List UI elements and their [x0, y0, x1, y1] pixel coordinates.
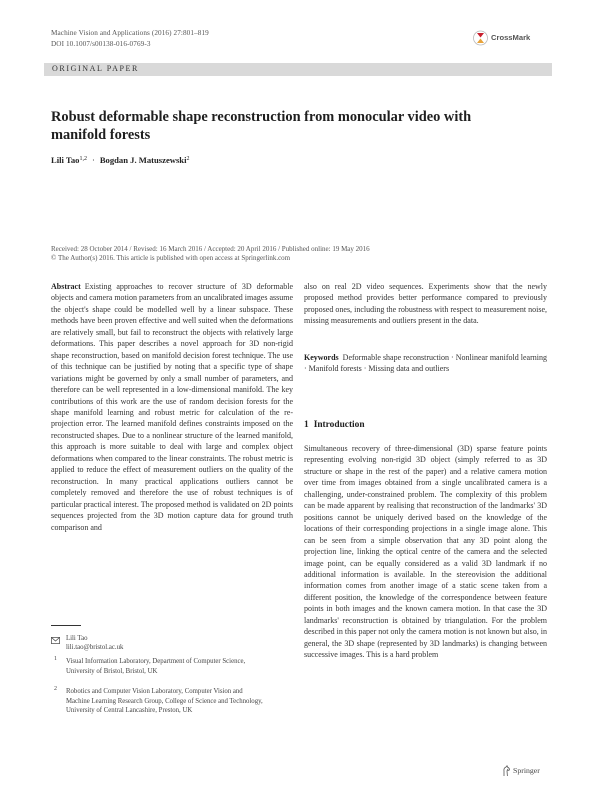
publication-dates: Received: 28 October 2014 / Revised: 16 March 2016 / Accepted: 20 April 2016 / Published online: 19 May 2016 [51, 245, 370, 253]
section-title: Introduction [313, 420, 365, 430]
article-type-bar [44, 63, 552, 76]
doi-link[interactable]: DOI 10.1007/s00138-016-0769-3 [51, 40, 151, 48]
abstract-continuation: also on real 2D video sequences. Experiments show that the newly proposed method provides better performance compared to previously proposed ones, including the robustness with respect to measurement noise, missing measurements and outliers present in the data. [304, 282, 547, 326]
journal-info: Machine Vision and Applications (2016) 27:801–819 [51, 29, 209, 37]
crossmark-label: CrossMark [491, 33, 531, 42]
introduction-text: Simultaneous recovery of three-dimensional (3D) sparse feature points representing evolving non-rigid 3D object (simply referred to as 3D structure or shape in the rest of the paper) and a relative camera motion over time from images obtained from a single uncalibrated camera is a challenging, under-constrained problem. The complexity of this problem can be made apparent by realising that reconstruction of the landmarks' 3D positions cannot be uniquely derived based on the knowledge of the locations of their corresponding projections in a single image alone. This can be seen from a simple observation that any 3D point along the projection line, linking the optical centre of the camera and the selected image point, can be equally considered as a valid 3D landmark if no additional information is available. In the stereovision the additional information comes from another image of a static scene taken from a different position, the knowledge of the correspondence between feature points in both images and the known camera motion. In that case the 3D landmarks' reconstruction is obtained by triangulation. For the problem described in this paper not only the camera motion is not known but also, in general, the 3D shape (represented by 3D landmarks) is changing between successive images. This is a hard problem [304, 444, 547, 660]
crossmark-icon [473, 30, 488, 46]
crossmark-badge[interactable] [473, 30, 545, 48]
keywords [304, 352, 547, 375]
springer-horse-icon [502, 765, 511, 777]
keywords-label: Keywords [304, 353, 339, 362]
abstract-text: Existing approaches to recover structure of 3D deformable objects and camera motion parameters from an uncalibrated images assume the object's shape could be modelled well by a linear subspace. These methods have been proven effective and well suited when the deformations are relatively small, but fail to reconstruct the objects with relatively large deformations. This paper describes a novel approach for 3D non-rigid shape reconstruction, based on manifold decision forest technique. The use of this technique can be justified by noting that a specific type of shape variations might be governed by only a small number of parameters, and therefore can be well represented in a low-dimensional manifold. The key contributions of this work are the use of random decision forests for the shape manifold learning and robust metric for calculation of the re-projection error. The learned manifold defines constraints imposed on the reconstructed shapes. Due to a nonlinear structure of the learned manifold, this approach is more suitable to deal with large and complex object deformations when compared to the linear constraints. The robust metric is applied to reduce the effect of measurement outliers on the quality of the reconstruction. In many practical applications outliers cannot be completely removed and therefore the use of robust techniques is of particular practical interest. The proposed method is validated on 2D points sequences projected from the 3D motion capture data for ground truth comparison and [51, 282, 293, 532]
springer-label: Springer [513, 766, 540, 775]
abstract-label: Abstract [51, 282, 81, 291]
author-separator: · [91, 155, 95, 165]
paper-title: Robust deformable shape reconstruction from monocular video with manifold forests [51, 109, 472, 144]
author-name[interactable]: Lili Tao [51, 155, 80, 165]
corresponding-author-name: Lili Tao [66, 635, 88, 642]
corresponding-author-email[interactable]: lili.tao@bristol.ac.uk [66, 644, 124, 651]
section-number: 1 [304, 420, 309, 430]
section-heading [304, 420, 365, 430]
mail-icon [51, 637, 60, 644]
affiliation: Robotics and Computer Vision Laboratory, Computer Vision and Machine Learning Research Group, College of Science and Technology, University of Central Lancashire, Preston, UK [66, 688, 263, 714]
author-affiliation-marker: 1,2 [79, 156, 87, 162]
keywords-text: Deformable shape reconstruction · Nonlinear manifold learning · Manifold forests · Missing data and outliers [304, 353, 547, 374]
affiliation: Visual Information Laboratory, Department of Computer Science, University of Bristol, Bristol, UK [66, 658, 246, 675]
author-name[interactable]: Bogdan J. Matuszewski [99, 155, 187, 165]
license-statement: © The Author(s) 2016. This article is published with open access at Springerlink.com [51, 254, 291, 262]
author-list [51, 155, 189, 165]
footnote-divider [51, 625, 81, 626]
abstract [51, 281, 293, 533]
author-affiliation-marker: 2 [186, 156, 190, 162]
article-type-label: ORIGINAL PAPER [52, 64, 139, 73]
affiliation-number: 1 [54, 656, 57, 662]
springer-logo [502, 765, 552, 778]
affiliation-number: 2 [54, 686, 57, 692]
